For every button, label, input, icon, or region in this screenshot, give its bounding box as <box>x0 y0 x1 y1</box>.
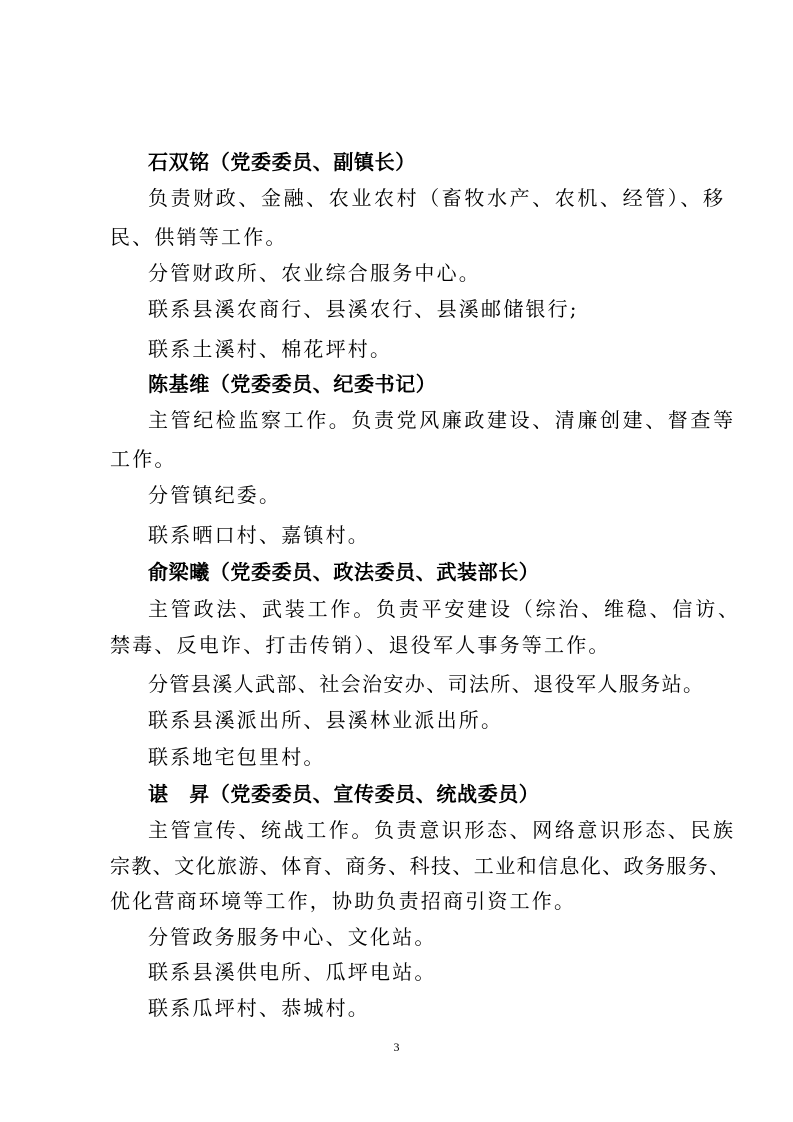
manage-text: 分管镇纪委。 <box>148 483 282 507</box>
duty-text: 主管宣传、统战工作。负责意识形态、网络意识形态、民族 <box>148 818 736 842</box>
duty-text: 主管政法、武装工作。负责平安建设（综治、维稳、信访、 <box>148 597 741 621</box>
contact-text: 联系县溪农商行、县溪农行、县溪邮储银行; <box>148 297 579 321</box>
duty-text: 民、供销等工作。 <box>110 225 288 249</box>
contact-text: 联系晒口村、嘉镇村。 <box>148 523 370 547</box>
contact-text: 联系土溪村、棉花坪村。 <box>148 337 393 361</box>
contact-text: 联系地宅包里村。 <box>148 745 326 769</box>
duty-text: 工作。 <box>110 447 177 471</box>
page-number: 3 <box>393 1040 400 1054</box>
contact-text: 联系县溪派出所、县溪林业派出所。 <box>148 708 504 732</box>
duty-text: 优化营商环境等工作，协助负责招商引资工作。 <box>110 889 577 913</box>
manage-text: 分管财政所、农业综合服务中心。 <box>148 261 481 285</box>
contact-text: 联系瓜坪村、恭城村。 <box>148 996 370 1020</box>
section-heading: 俞梁曦（党委委员、政法委员、武装部长） <box>148 560 540 584</box>
section-heading: 石双铭（党委委员、副镇长） <box>148 150 416 174</box>
contact-text: 联系县溪供电所、瓜坪电站。 <box>148 960 437 984</box>
duty-text: 宗教、文化旅游、体育、商务、科技、工业和信息化、政务服务、 <box>110 854 731 878</box>
section-heading: 陈基维（党委委员、纪委书记） <box>148 372 437 396</box>
manage-text: 分管政务服务中心、文化站。 <box>148 925 437 949</box>
section-heading: 谌 昇（党委委员、宣传委员、统战委员） <box>148 782 540 806</box>
duty-text: 主管纪检监察工作。负责党风廉政建设、清廉创建、督查等 <box>148 408 736 432</box>
duty-text: 禁毒、反电诈、打击传销）、退役军人事务等工作。 <box>110 633 611 657</box>
manage-text: 分管县溪人武部、社会治安办、司法所、退役军人服务站。 <box>148 672 705 696</box>
duty-text: 负责财政、金融、农业农村（畜牧水产、农机、经管）、移 <box>148 186 726 210</box>
